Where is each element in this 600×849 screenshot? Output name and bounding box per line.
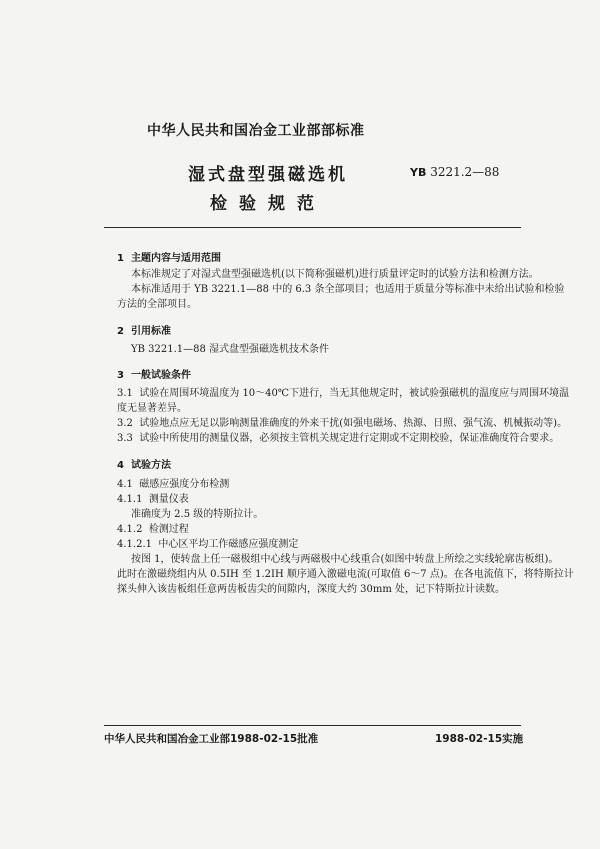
- clause-4-1-2-text: 检测过程: [148, 524, 189, 535]
- section-1-title: 主题内容与适用范围: [131, 253, 221, 264]
- bottom-divider: [104, 725, 521, 726]
- clause-4-1-1-number: 4.1.1: [117, 494, 143, 505]
- section-1-number: 1: [117, 253, 124, 264]
- section-1-heading: [117, 249, 221, 264]
- clause-3-1-line-2: 度无显著差异。: [117, 403, 187, 414]
- standard-code: YB: [410, 166, 427, 179]
- clause-4-1-text: 磁感应强度分布检测: [139, 479, 230, 490]
- section-4-body-line-2: 此时在激磁绕组内从 0.5IH 至 1.2IH 顺序通入激磁电流(可取值 6～7 点)。在各电流值下，将特斯拉计: [117, 569, 574, 580]
- clause-3-2-number: 3.2: [117, 418, 133, 429]
- clause-4-1-number: 4.1: [117, 479, 133, 490]
- document-title: 湿式盘型强磁选机: [188, 165, 348, 185]
- section-2-reference: YB 3221.1—88 湿式盘型强磁选机技术条件: [131, 344, 330, 355]
- section-2-heading: [117, 322, 171, 337]
- standard-number: [410, 165, 499, 179]
- section-1-paragraph-2-line-2: 方法的全部项目。: [117, 299, 197, 310]
- clause-4-1-2-1-text: 中心区平均工作磁感应强度测定: [158, 539, 299, 550]
- section-4-body-line-1: 按图 1，使转盘上任一磁极组中心线与两磁极中心线重合(如图中转盘上所绘之实线轮廓齿板组)。: [131, 554, 559, 565]
- section-2-number: 2: [117, 326, 124, 337]
- clause-4-1-2: [117, 523, 189, 537]
- clause-4-1-1-body: 准确度为 2.5 级的特斯拉计。: [131, 509, 264, 520]
- section-4-heading: [117, 456, 171, 471]
- top-divider: [104, 227, 521, 228]
- section-4-number: 4: [117, 460, 124, 471]
- clause-4-1: [117, 478, 229, 492]
- section-1-paragraph-2-line-1: 本标准适用于 YB 3221.1—88 中的 6.3 条全部项目；也适用于质量分等标准中未给出试验和检验: [131, 284, 565, 295]
- implementation-date: 1988-02-15实施: [435, 733, 524, 745]
- clause-3-1-text: 试验在周围环境温度为 10～40℃下进行，当无其他规定时，被试验强磁机的温度应与周围环境温: [139, 388, 570, 399]
- section-3-heading: [117, 366, 191, 381]
- clause-3-3-number: 3.3: [117, 433, 133, 444]
- section-3-number: 3: [117, 370, 124, 381]
- section-2-title: 引用标准: [131, 326, 171, 337]
- clause-4-1-2-1: [117, 538, 298, 552]
- section-1-paragraph-1: 本标准规定了对湿式盘型强磁选机(以下简称强磁机)进行质量评定时的试验方法和检测方法。: [131, 269, 539, 280]
- section-4-body-line-3: 探头伸入该齿板组任意两齿板齿尖的间隙内，深度大约 30mm 处，记下特斯拉计读数。: [117, 584, 506, 595]
- section-4-title: 试验方法: [131, 460, 171, 471]
- clause-4-1-1: [117, 493, 189, 507]
- clause-3-1-line-1: [117, 387, 569, 401]
- clause-3-2: [117, 417, 567, 431]
- standard-number-value: 3221.2—88: [430, 165, 500, 179]
- approval-statement: 中华人民共和国冶金工业部1988-02-15批准: [104, 733, 319, 745]
- clause-4-1-2-number: 4.1.2: [117, 524, 143, 535]
- document-subtitle: 检验规范: [210, 194, 326, 214]
- clause-3-3-text: 试验中所使用的测量仪器，必须按主管机关规定进行定期或不定期校验，保证准确度符合要求。: [139, 433, 560, 444]
- clause-3-3: [117, 432, 559, 446]
- ministry-standard-heading: 中华人民共和国冶金工业部部标准: [147, 123, 365, 139]
- clause-3-1-number: 3.1: [117, 388, 133, 399]
- clause-4-1-1-text: 测量仪表: [148, 494, 189, 505]
- clause-4-1-2-1-number: 4.1.2.1: [117, 539, 152, 550]
- clause-3-2-text: 试验地点应无足以影响测量准确度的外来干扰(如强电磁场、热源、日照、强气流、机械振动等)。: [139, 418, 568, 429]
- section-3-title: 一般试验条件: [131, 370, 191, 381]
